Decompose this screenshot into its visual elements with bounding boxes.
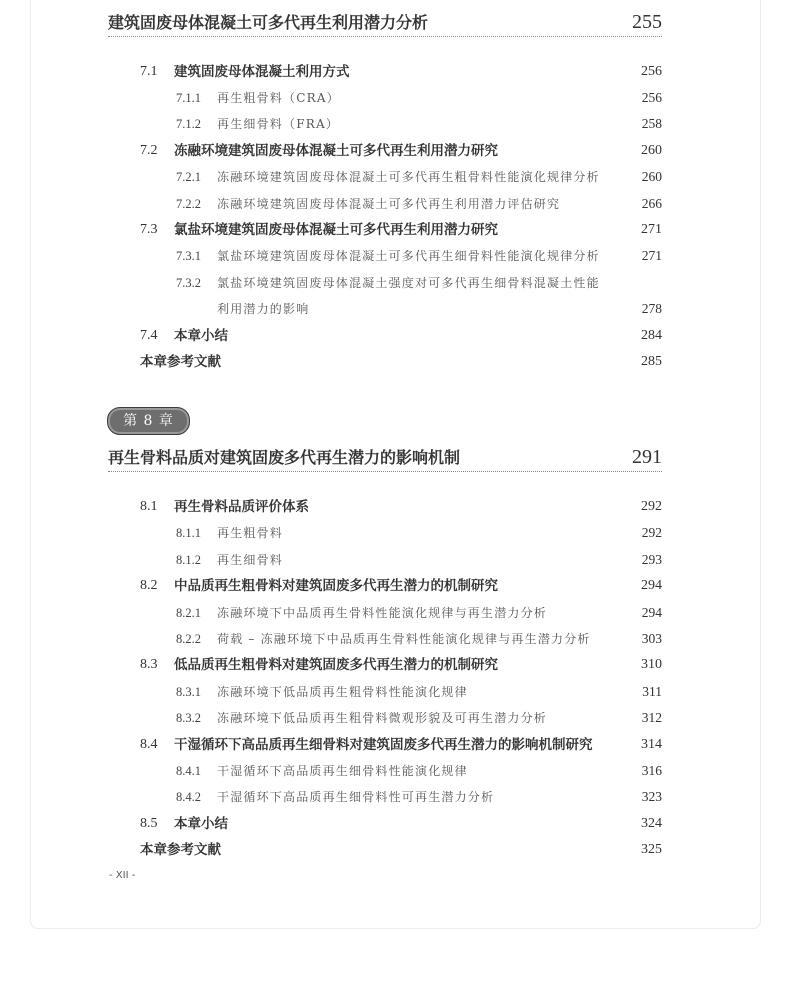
toc-entry-number: 8.5 (140, 815, 158, 831)
toc-entry-page: 323 (641, 789, 662, 805)
toc-entry-number: 7.1.2 (176, 117, 201, 132)
toc-entry-number: 8.1.2 (176, 552, 201, 567)
toc-entry-page: 284 (641, 327, 662, 343)
toc-entry-title: 再生细骨料 (217, 552, 284, 567)
toc-section-entry[interactable] (0, 139, 790, 163)
toc-entry-page: 325 (641, 842, 662, 858)
toc-subsection-entry[interactable] (0, 244, 790, 268)
toc-entry-page: 294 (641, 604, 662, 620)
toc-entry-title: 本章小结 (174, 327, 228, 344)
toc-subsection-entry[interactable] (0, 112, 790, 136)
page-folio: - XII - (109, 870, 136, 881)
toc-entry-number: 8.4 (140, 736, 158, 752)
toc-entry-number: 7.1.1 (176, 90, 201, 105)
toc-entry-number: 8.3.1 (176, 684, 201, 699)
toc-entry-number: 8.3.2 (176, 711, 201, 726)
toc-subsection-entry[interactable] (0, 165, 790, 189)
toc-subsection-entry[interactable] (0, 192, 790, 216)
toc-entry-number: 7.1 (140, 63, 158, 79)
toc-section-entry[interactable] (0, 733, 790, 757)
toc-subsection-entry[interactable] (0, 601, 790, 625)
toc-entry-title: 再生骨料品质评价体系 (174, 499, 309, 515)
toc-entry-title: 利用潜力的影响 (217, 302, 310, 317)
toc-entry-title: 冻融环境下中品质再生骨料性能演化规律与再生潜力分析 (217, 605, 548, 620)
toc-section-entry[interactable] (0, 60, 790, 84)
chapter-8-badge: 第 8 章 (107, 407, 190, 435)
toc-entry-title: 本章参考文献 (140, 353, 221, 370)
toc-entry-page: 271 (641, 221, 662, 237)
toc-entry-title: 荷载 – 冻融环境下中品质再生骨料性能演化规律与再生潜力分析 (217, 632, 591, 646)
toc-entry-number: 7.2.2 (176, 196, 201, 211)
toc-entry-title: 本章小结 (174, 815, 228, 832)
chapter-page-number: 255 (632, 11, 662, 33)
chapter-title: 再生骨料品质对建筑固废多代再生潜力的影响机制 (108, 448, 461, 467)
toc-entry-number: 8.3 (140, 657, 158, 673)
toc-entry-number: 7.2 (140, 142, 158, 158)
toc-entry-title: 本章参考文献 (140, 842, 221, 859)
toc-entry-number: 8.2.1 (176, 605, 201, 620)
toc-entry-title: 干湿循环下高品质再生细骨料对建筑固废多代再生潜力的影响机制研究 (174, 736, 593, 753)
toc-entry-title: 冻融环境建筑固废母体混凝土可多代再生粗骨料性能演化规律分析 (217, 170, 600, 185)
toc-entry-page: 266 (641, 195, 662, 211)
toc-subsection-entry[interactable] (0, 297, 790, 321)
toc-entry-title: 再生细骨料（FRA） (217, 117, 340, 132)
toc-entry-page: 258 (641, 116, 662, 132)
toc-entry-title: 中品质再生粗骨料对建筑固废多代再生潜力的机制研究 (174, 578, 498, 595)
toc-subsection-entry[interactable] (0, 86, 790, 110)
toc-entry-number: 8.1.1 (176, 526, 201, 541)
toc-entry-title: 氯盐环境建筑固废母体混凝土可多代再生利用潜力研究 (174, 221, 498, 238)
toc-entry-page: 292 (641, 525, 662, 541)
toc-entry-title: 冻融环境下低品质再生粗骨料性能演化规律 (217, 684, 468, 699)
toc-entry-page: 278 (641, 301, 662, 317)
toc-subsection-entry[interactable] (0, 785, 790, 809)
toc-subsection-entry[interactable] (0, 627, 790, 651)
toc-section-entry[interactable] (0, 324, 790, 348)
toc-entry-page: 324 (641, 815, 662, 831)
toc-entry-page: 260 (641, 142, 662, 158)
toc-section-entry[interactable] (0, 653, 790, 677)
chapter-8-heading[interactable] (108, 447, 662, 472)
toc-entry-title: 冻融环境建筑固废母体混凝土可多代再生利用潜力研究 (174, 142, 498, 159)
toc-subsection-entry[interactable] (0, 521, 790, 545)
toc-entry-page: 271 (641, 248, 662, 264)
toc-entry-number: 7.3.1 (176, 249, 201, 264)
toc-entry-page: 311 (642, 683, 662, 699)
toc-entry-title: 再生粗骨料（CRA） (217, 90, 340, 105)
toc-entry-page: 294 (641, 578, 662, 594)
toc-entry-title: 建筑固废母体混凝土利用方式 (174, 63, 350, 80)
toc-entry-number: 8.4.1 (176, 764, 201, 778)
toc-entry-title: 氯盐环境建筑固废母体混凝土强度对可多代再生细骨料混凝土性能 (217, 275, 600, 290)
toc-entry-page: 256 (641, 63, 662, 79)
toc-entry-page: 316 (641, 763, 662, 778)
toc-entry-page: 310 (641, 657, 662, 673)
toc-entry-title: 干湿循环下高品质再生细骨料性能演化规律 (217, 764, 468, 778)
toc-entry-title: 再生粗骨料 (217, 526, 284, 541)
toc-entry-number: 8.4.2 (176, 790, 201, 805)
toc-section-entry[interactable] (0, 812, 790, 836)
toc-entry-page: 314 (641, 736, 662, 752)
toc-entry-title: 氯盐环境建筑固废母体混凝土可多代再生细骨料性能演化规律分析 (217, 249, 600, 264)
toc-entry-page: 285 (641, 353, 662, 369)
toc-subsection-entry[interactable] (0, 271, 790, 295)
toc-section-entry[interactable] (0, 218, 790, 242)
toc-entry-page: 293 (641, 551, 662, 567)
toc-entry-page: 312 (641, 710, 662, 726)
toc-entry-number: 7.4 (140, 327, 158, 343)
toc-entry-title: 干湿循环下高品质再生细骨料性可再生潜力分析 (217, 790, 495, 805)
toc-entry-number: 7.2.1 (176, 170, 201, 185)
toc-section-entry[interactable] (0, 574, 790, 598)
toc-entry-number: 8.2.2 (176, 632, 201, 646)
toc-section-entry[interactable] (0, 350, 790, 374)
chapter-7-heading[interactable] (108, 12, 662, 37)
toc-entry-page: 303 (641, 631, 662, 646)
toc-entry-page: 260 (641, 169, 662, 185)
chapter-page-number: 291 (632, 446, 662, 468)
toc-entry-number: 8.2 (140, 578, 158, 594)
toc-entry-number: 7.3 (140, 221, 158, 237)
toc-entry-page: 292 (641, 499, 662, 514)
toc-entry-title: 冻融环境下低品质再生粗骨料微观形貌及可再生潜力分析 (217, 711, 548, 726)
chapter-title: 建筑固废母体混凝土可多代再生利用潜力分析 (108, 13, 429, 32)
toc-subsection-entry[interactable] (0, 548, 790, 572)
toc-entry-number: 7.3.2 (176, 275, 201, 290)
toc-entry-title: 低品质再生粗骨料对建筑固废多代再生潜力的机制研究 (174, 657, 498, 674)
toc-entry-number: 8.1 (140, 499, 158, 514)
toc-subsection-entry[interactable] (0, 706, 790, 730)
toc-subsection-entry[interactable] (0, 680, 790, 704)
toc-section-entry[interactable] (0, 838, 790, 862)
toc-section-entry[interactable] (0, 495, 790, 519)
toc-entry-page: 256 (641, 89, 662, 105)
toc-entry-title: 冻融环境建筑固废母体混凝土可多代再生利用潜力评估研究 (217, 196, 561, 211)
toc-subsection-entry[interactable] (0, 759, 790, 783)
